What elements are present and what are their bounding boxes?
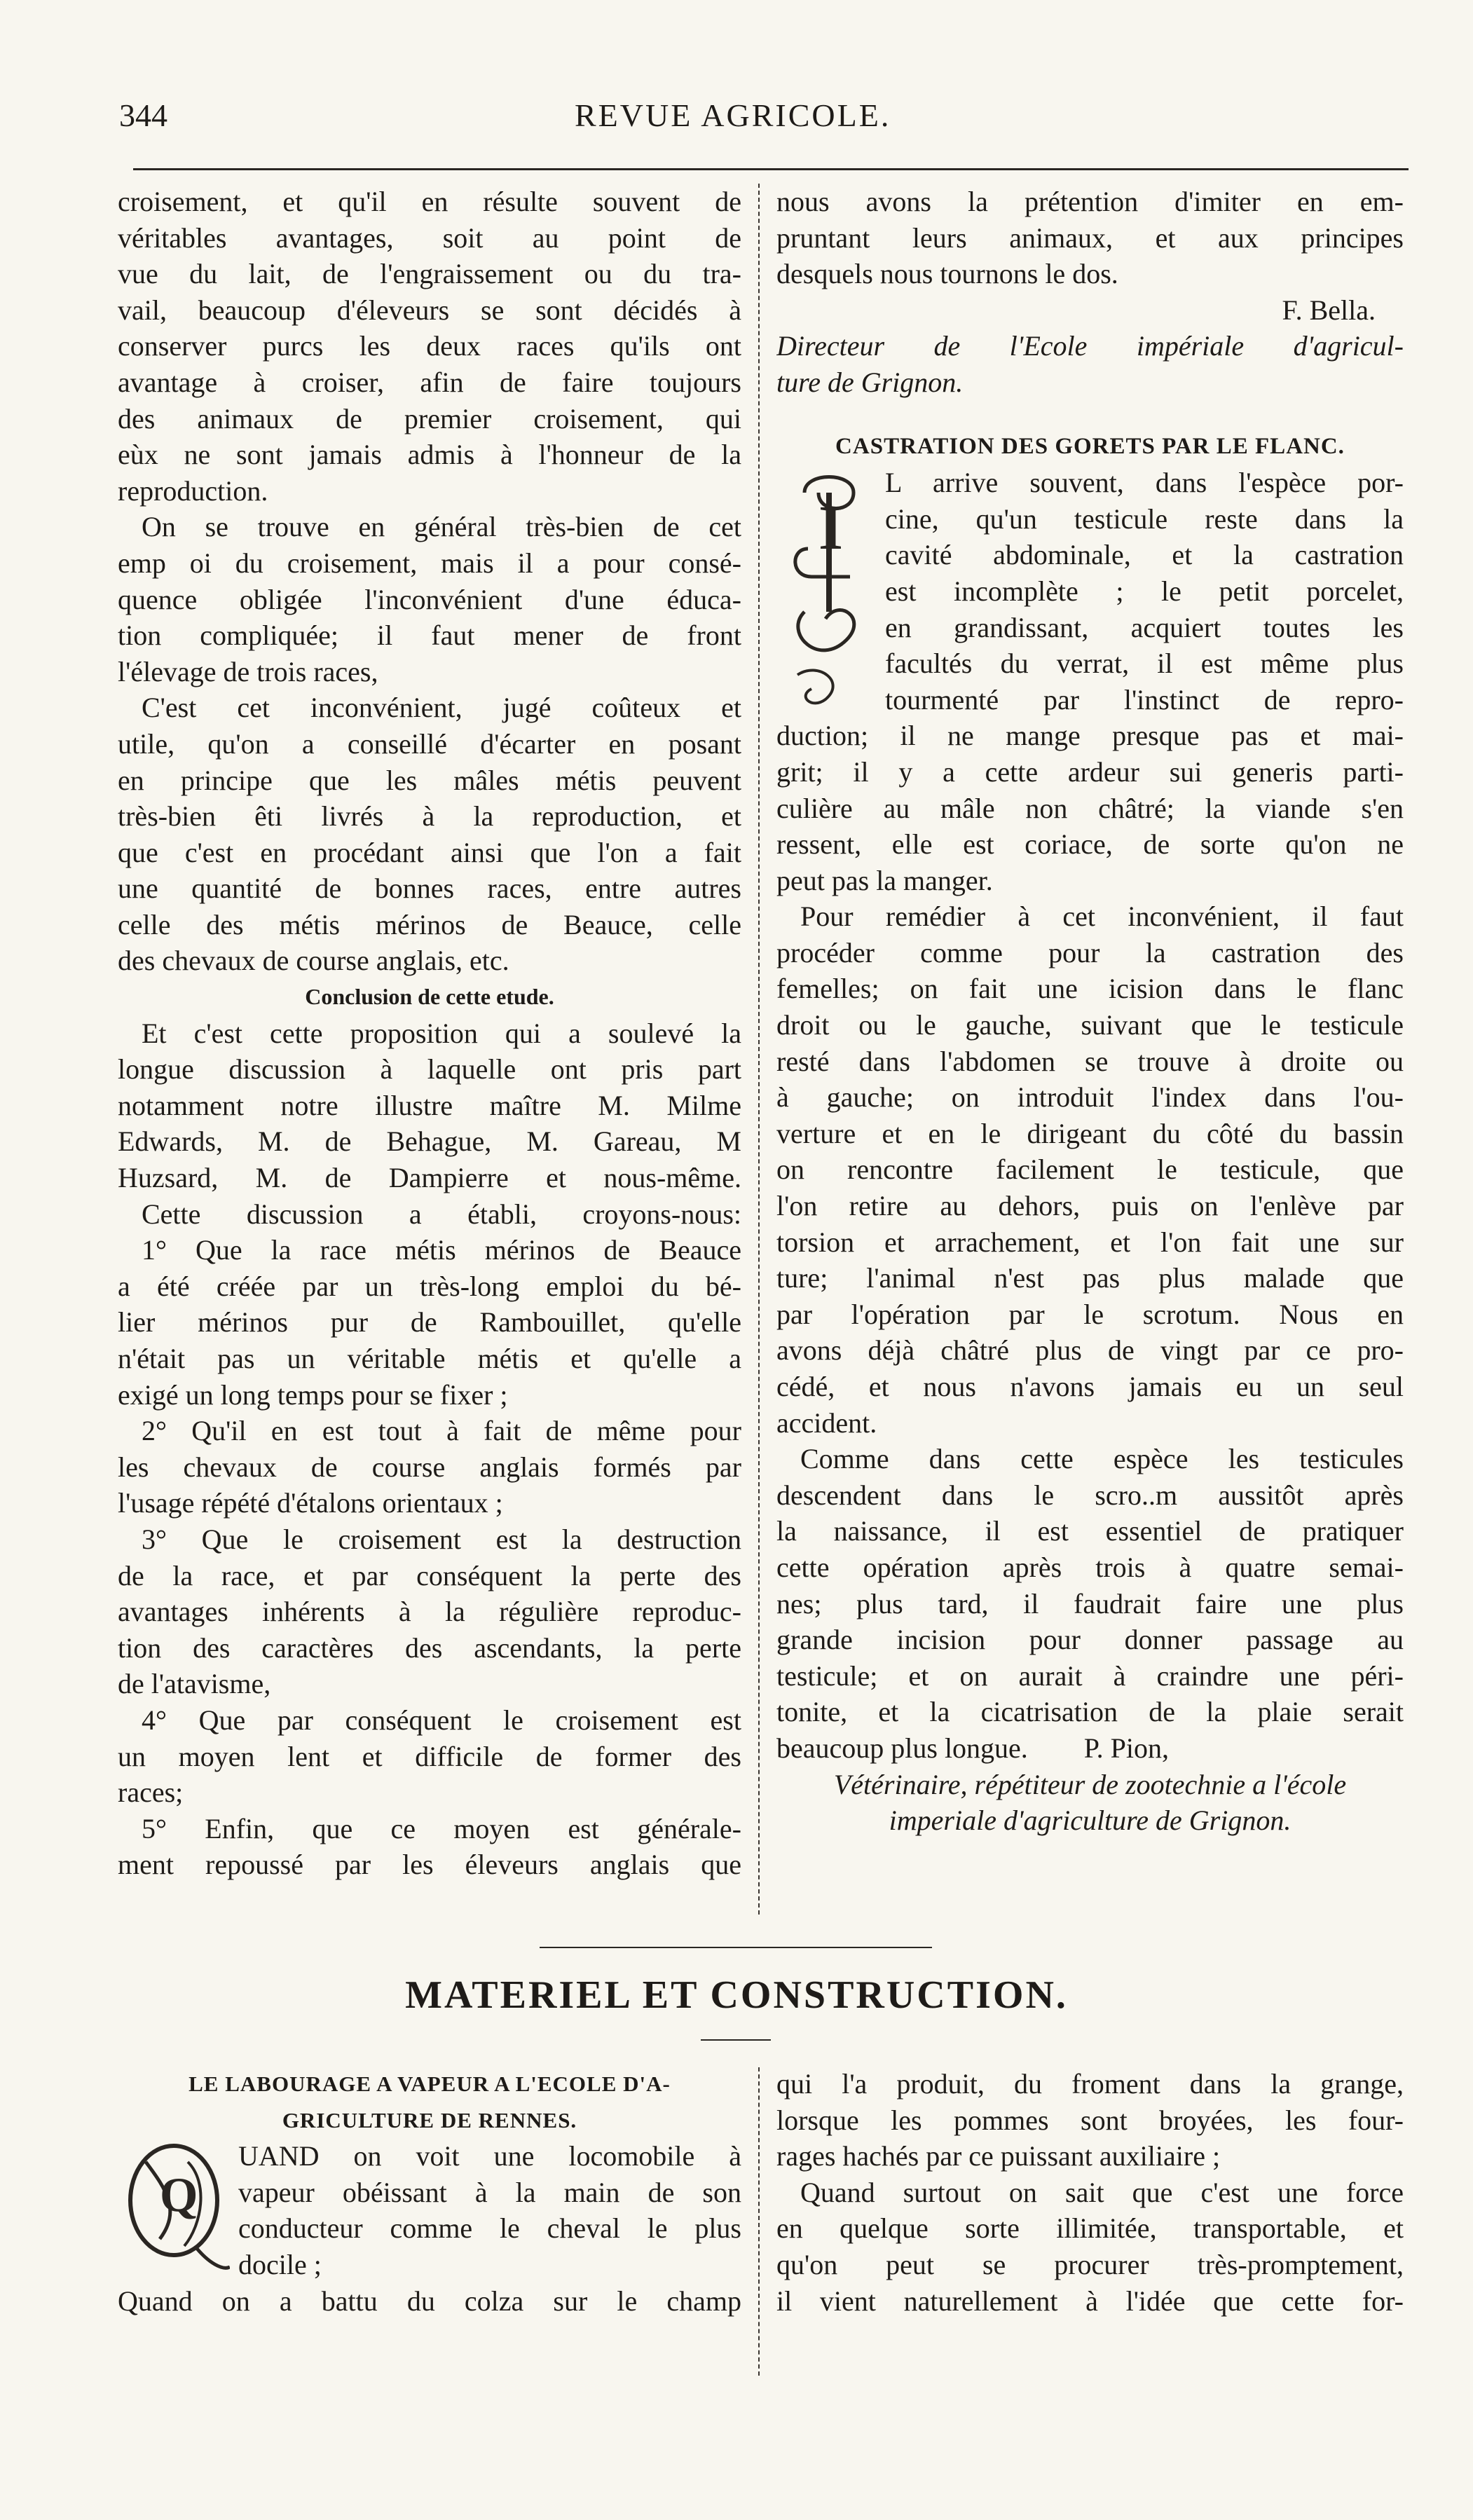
text-line: en grandissant, acquiert toutes les [885,611,1404,643]
text-line: tonite, et la cicatrisation de la plaie serait [776,1696,1404,1728]
text-line: accident. [776,1406,877,1439]
text-line: Comme dans cette espèce les testicules [800,1443,1404,1475]
text-line: quence obligée l'inconvénient d'une éduca- [118,583,741,615]
running-title: REVUE AGRICOLE. [575,97,891,133]
ornate-initial-q [118,2134,230,2281]
text-line: exigé un long temps pour se fixer ; [118,1378,508,1411]
text-line: docile ; [238,2248,322,2280]
text-line: tion des caractères des ascendants, la perte [118,1631,741,1664]
text-line: procéder comme pour la castration des [776,936,1404,968]
text-line: en quelque sorte illimitée, transportable, et [776,2212,1404,2245]
text-line: notamment notre illustre maître M. Milme [118,1089,741,1121]
signature-title-line: Directeur de l'Ecole impériale d'agricul- [776,330,1404,362]
text-line: races; [118,1776,184,1809]
text-line: des animaux de premier croisement, qui [118,402,741,434]
text-line: l'usage répété d'étalons orientaux ; [118,1487,503,1519]
text-line: à gauche; on introduit l'index dans l'ou- [776,1081,1404,1114]
text-line: verture et en le dirigeant du côté du bassin [776,1117,1404,1149]
text-line: Edwards, M. de Behague, M. Gareau, M [118,1125,741,1158]
article-heading: CASTRATION DES GORETS PAR LE FLANC. [835,433,1345,459]
text-line: une quantité de bonnes races, entre autres [118,872,741,905]
text-line: très-bien êti livrés à la reproduction, et [118,800,741,833]
text-line: tion compliquée; il faut mener de front [118,619,741,652]
text-line: cette opération après trois à quatre semai- [776,1551,1404,1583]
text-line: la naissance, il est essentiel de pratiquer [776,1515,1404,1547]
article-heading-line: GRICULTURE DE RENNES. [282,2107,577,2132]
text-line: des chevaux de course anglais, etc. [118,945,509,977]
text-line: peut pas la manger. [776,864,993,896]
text-line: grande incision pour donner passage au [776,1624,1404,1656]
text-line: testicule; et on aurait à craindre une péri- [776,1659,1404,1692]
text-line: UAND on voit une locomobile à [238,2140,741,2172]
text-line: 3° Que le croisement est la destruction [142,1523,741,1555]
text-line: droit ou le gauche, suivant que le testicule [776,1009,1404,1041]
text-line: Huzsard, M. de Dampierre et nous-même. [118,1162,741,1194]
text-line: tourmenté par l'instinct de repro- [885,683,1404,715]
text-line: vue du lait, de l'engraissement ou du tra- [118,258,741,290]
text-line: conserver purcs les deux races qu'ils ont [118,330,741,362]
text-line: qui l'a produit, du froment dans la grange, [776,2068,1404,2100]
text-line: ture; l'animal n'est pas plus malade que [776,1262,1404,1294]
text-line: rages hachés par ce puissant auxiliaire ; [776,2140,1221,2172]
svg-text:I: I [818,493,844,563]
text-line: nous avons la prétention d'imiter en em- [776,186,1404,217]
text-line: lier mérinos pur de Rambouillet, qu'elle [118,1306,741,1338]
text-line: Quand surtout on sait que c'est une force [800,2176,1404,2208]
text-line: 4° Que par conséquent le croisement est [142,1704,741,1736]
text-line: L arrive souvent, dans l'espèce por- [885,467,1404,499]
text-line: lorsque les pommes sont broyées, les four- [776,2104,1404,2136]
text-line: Cette discussion a établi, croyons-nous: [142,1198,741,1230]
text-line: nes; plus tard, il faudrait faire une plus [776,1587,1404,1619]
text-line: celle des métis mérinos de Beauce, celle [118,908,741,940]
text-line: l'on retire au dehors, puis on l'enlève par [776,1190,1404,1222]
text-line: facultés du verrat, il est même plus [885,648,1404,680]
column-divider-bottom [758,2067,760,2376]
svg-text:Q: Q [160,2168,198,2223]
closing-credit-line: imperiale d'agriculture de Grignon. [889,1805,1292,1837]
bottom-left-column [118,2066,741,2319]
text-line: avantage à croiser, afin de faire toujours [118,366,741,398]
ornate-initial-i [776,465,882,717]
text-line: resté dans l'abdomen se trouve à droite ou [776,1045,1404,1077]
text-line: vail, beaucoup d'éleveurs se sont décidés à [118,294,741,326]
header-rule [133,168,1409,170]
left-column [118,184,741,1883]
text-line: Quand on a battu du colza sur le champ [118,2285,741,2317]
text-line: est incomplète ; le petit porcelet, [885,575,1404,607]
text-line: cédé, et nous n'avons jamais eu un seul [776,1371,1404,1402]
text-line: a été créée par un très-long emploi du bé- [118,1270,741,1302]
section-rule-top [540,1947,932,1948]
text-line: grit; il y a cette ardeur sui generis parti- [776,755,1404,788]
column-divider [758,184,760,1915]
text-line: On se trouve en général très-bien de cet [142,511,741,543]
bottom-right-column [776,2066,1404,2319]
subsection-heading: Conclusion de cette etude. [305,984,554,1010]
section-title: MATERIEL ET CONSTRUCTION. [405,1973,1068,2017]
text-line: 1° Que la race métis mérinos de Beauce [142,1234,741,1266]
text-line: ressent, elle est coriace, de sorte qu'on ne [776,828,1404,861]
text-line: culière au mâle non châtré; la viande s'en [776,792,1404,824]
text-line: les chevaux de course anglais formés par [118,1451,741,1483]
text-line: longue discussion à laquelle ont pris part [118,1053,741,1086]
text-line: cine, qu'un testicule reste dans la [885,502,1404,535]
text-line: utile, qu'on a conseillé d'écarter en posant [118,727,741,760]
text-line: desquels nous tournons le dos. [776,258,1118,290]
text-line: Pour remédier à cet inconvénient, il faut [800,901,1404,933]
text-line: ment repoussé par les éleveurs anglais que [118,1849,741,1881]
signature: F. Bella. [1282,294,1376,326]
text-line: cavité abdominale, et la castration [885,539,1404,571]
closing-credit-line: Vétérinaire, répétiteur de zootechnie a l'école [833,1768,1347,1800]
text-line: avons déjà châtré plus de vingt par ce pro- [776,1334,1404,1367]
text-line: 2° Qu'il en est tout à fait de même pour [142,1415,741,1447]
text-line: véritables avantages, soit au point de [118,221,741,254]
text-line: n'était pas un véritable métis et qu'elle a [118,1343,741,1374]
text-line: il vient naturellement à l'idée que cette for- [776,2285,1404,2317]
text-line: avantages inhérents à la régulière reproduc- [118,1596,741,1628]
text-line: conducteur comme le cheval le plus [238,2212,741,2245]
text-line: de la race, et par conséquent la perte des [118,1559,741,1591]
text-line: qu'on peut se procurer très-promptement, [776,2248,1404,2280]
text-line: torsion et arrachement, et l'on fait une sur [776,1226,1404,1258]
text-line: Et c'est cette proposition qui a soulevé la [142,1017,741,1049]
page-number: 344 [119,97,167,133]
article-body [776,465,1404,1839]
text-line: 5° Enfin, que ce moyen est générale- [142,1812,741,1844]
text-line: reproduction. [118,474,268,507]
text-line-with-signature: beaucoup plus longue. P. Pion, [776,1732,1169,1764]
right-column [776,184,1404,1839]
text-line: descendent dans le scro..m aussitôt après [776,1479,1404,1511]
text-line: un moyen lent et difficile de former des [118,1740,741,1772]
article-heading-line: LE LABOURAGE A VAPEUR A L'ECOLE D'A- [189,2072,671,2096]
text-line: l'élevage de trois races, [118,655,378,687]
text-line: de l'atavisme, [118,1668,271,1700]
text-line: par l'opération par le scrotum. Nous en [776,1298,1404,1330]
text-line: pruntant leurs animaux, et aux principes [776,221,1404,254]
text-line: que c'est en procédant ainsi que l'on a fait [118,836,741,868]
text-line: vapeur obéissant à la main de son [238,2176,741,2208]
text-line: en principe que les mâles métis peuvent [118,764,741,796]
text-line: duction; il ne mange presque pas et mai- [776,720,1404,752]
section-rule-bottom [701,2039,771,2041]
text-line: emp oi du croisement, mais il a pour consé- [118,547,741,579]
signature-title-line: ture de Grignon. [776,366,964,398]
text-line: eùx ne sont jamais admis à l'honneur de la [118,439,741,471]
text-line: femelles; on fait une icision dans le flanc [776,973,1404,1005]
text-line: croisement, et qu'il en résulte souvent de [118,186,741,217]
text-line: on rencontre facilement le testicule, que [776,1153,1404,1186]
text-line: C'est cet inconvénient, jugé coûteux et [142,692,741,724]
